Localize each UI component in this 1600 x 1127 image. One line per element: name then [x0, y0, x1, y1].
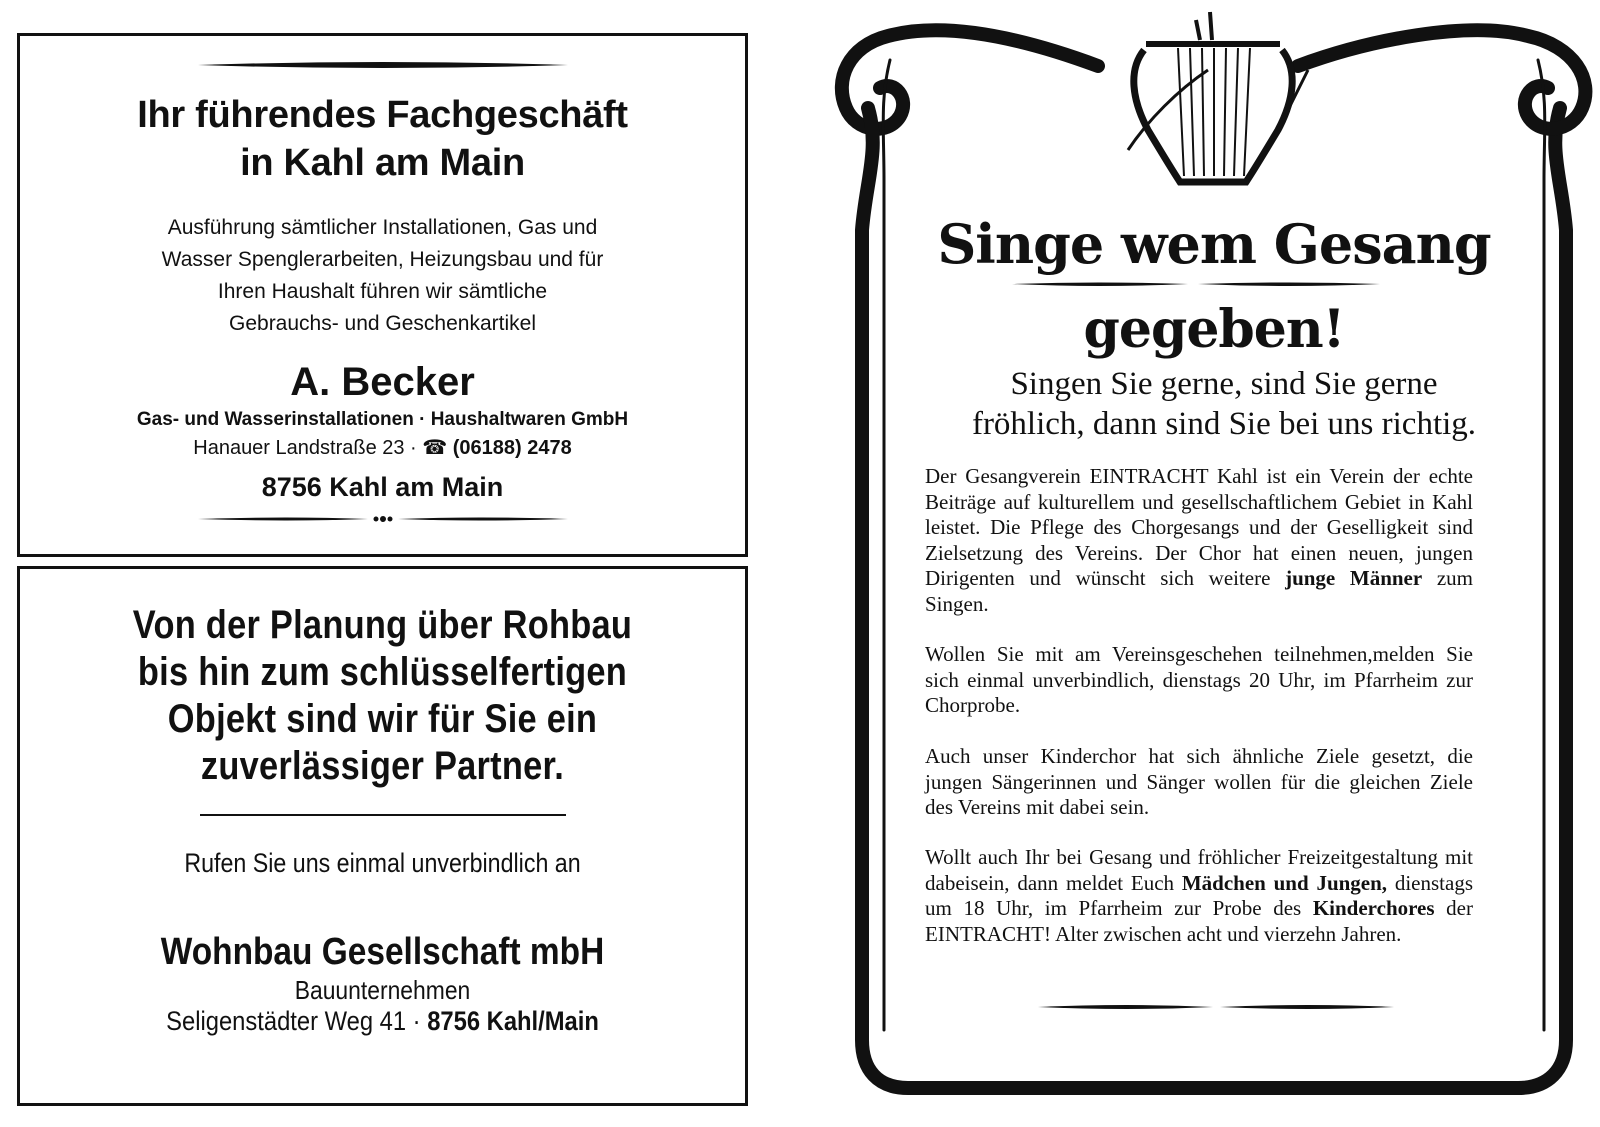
body-line: Ihren Haushalt führen wir sämtliche — [217, 280, 548, 303]
lead-line: fröhlich, dann sind Sie bei uns richtig. — [971, 406, 1477, 442]
company-name: Wohnbau Gesellschaft mbH — [160, 931, 605, 973]
company-city: 8756 Kahl/Main — [427, 1006, 599, 1036]
text: Der Gesangverein EINTRACHT Kahl ist ein Verein der echte Beiträge auf kulturellem und gesellschaftlichem Gebiet in Kahl leistet. Die Pflege des Chorgesangs und der Geselligkeit sind Zielsetzung des Vereins. Der Chor hat einen neuen, jungen Dirigenten und wünscht sich weitere — [925, 464, 1473, 590]
telephone-icon: ☎ — [422, 437, 448, 459]
choir-ad — [828, 0, 1600, 1127]
becker-description — [80, 212, 685, 340]
text: der EINTRACHT! Alter zwischen acht und vierzehn Jahren. — [925, 896, 1473, 946]
headline-line: Von der Planung über Rohbau — [132, 603, 633, 647]
company-subtitle: Gas- und Wasserinstallationen · Haushaltwaren GmbH — [136, 409, 629, 430]
text: zum Singen. — [925, 566, 1473, 616]
street: Hanauer Landstraße 23 · — [193, 437, 423, 459]
headline-line: bis hin zum schlüsselfertigen — [137, 650, 628, 694]
paragraph: Auch unser Kinderchor hat sich ähnliche Ziele gesetzt, die jungen Sängerinnen und Sänger wollen für die gleichen Ziele des Vereins mit dabei sein. — [925, 744, 1473, 819]
emphasis: Mädchen und Jungen, — [1181, 870, 1388, 895]
text: dienstags um 18 Uhr, im Pfarrheim zur Probe des — [925, 870, 1474, 920]
company-name: A. Becker — [290, 360, 475, 404]
emphasis: Kinderchores — [1312, 896, 1435, 920]
company-address — [64, 1004, 702, 1038]
becker-headline — [20, 91, 745, 187]
divider — [200, 813, 566, 817]
text: Wollt auch Ihr bei Gesang und fröhlicher Freizeitgestaltung mit dabeisein, dann meldet Euch — [925, 845, 1473, 895]
paragraph — [925, 845, 1473, 947]
emphasis: junge Männer — [1285, 566, 1423, 590]
company-address — [20, 434, 745, 462]
headline-line: Ihr führendes Fachgeschäft — [137, 94, 628, 136]
ad-wohnbau — [17, 566, 748, 1106]
choir-title: Singe wem Gesang — [937, 212, 1491, 276]
call-to-action: Rufen Sie uns einmal unverbindlich an — [184, 848, 581, 878]
wohnbau-headline — [71, 602, 695, 790]
company-city: 8756 Kahl am Main — [261, 472, 504, 502]
ornamental-rule — [198, 514, 568, 524]
body-line: Gebrauchs- und Geschenkartikel — [229, 312, 536, 335]
body-line: Wasser Spenglerarbeiten, Heizungsbau und für — [161, 248, 604, 271]
paragraph — [925, 464, 1473, 617]
headline-line: in Kahl am Main — [240, 142, 525, 184]
lead-line: Singen Sie gerne, sind Sie gerne — [1010, 366, 1438, 402]
ad-becker — [17, 33, 748, 557]
company-type: Bauunternehmen — [294, 975, 471, 1005]
choir-lead — [898, 364, 1550, 444]
street: Seligenstädter Weg 41 · — [166, 1006, 428, 1036]
ornamental-rule — [198, 61, 568, 69]
lyre-icon — [1128, 12, 1308, 182]
body-line: Ausführung sämtlicher Installationen, Gas und — [167, 216, 598, 239]
choir-title-line2: gegeben! — [1083, 299, 1345, 360]
headline-line: zuverlässiger Partner. — [200, 744, 565, 788]
headline-line: Objekt sind wir für Sie ein — [167, 697, 598, 741]
phone-number: (06188) 2478 — [452, 437, 572, 459]
paragraph: Wollen Sie mit am Vereinsgeschehen teilnehmen,melden Sie sich einmal unverbindlich, dienstags 20 Uhr, im Pfarrheim zur Chorprobe. — [925, 642, 1473, 717]
